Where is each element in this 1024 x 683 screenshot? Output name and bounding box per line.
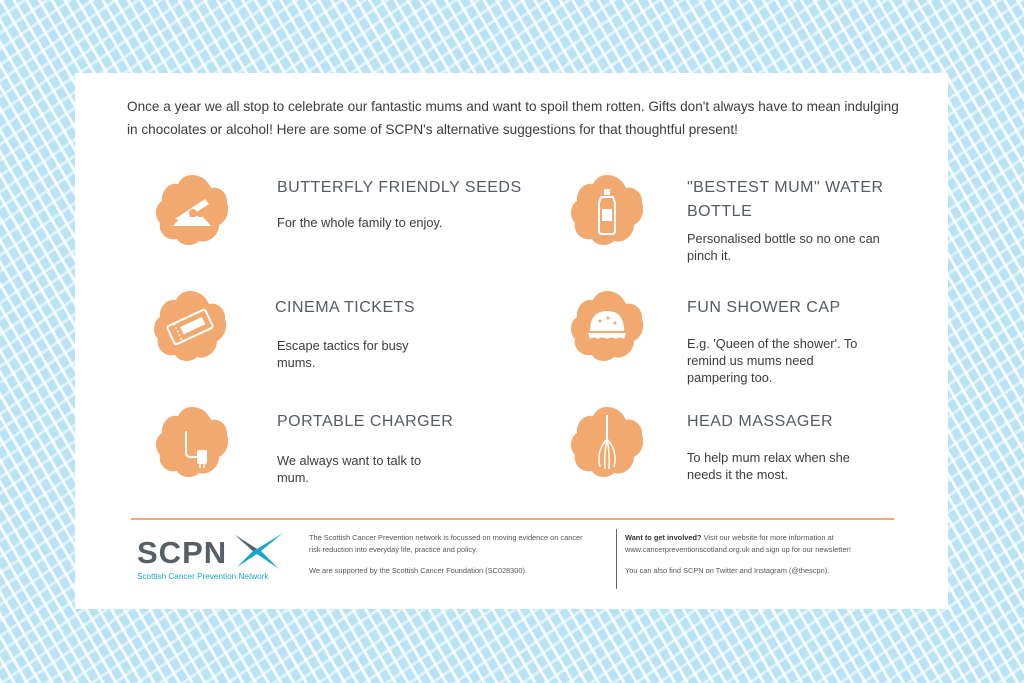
head-massager-icon xyxy=(568,403,646,481)
saltire-icon xyxy=(233,531,285,571)
logo-text: SCPN xyxy=(137,535,228,570)
footer-support: We are supported by the Scottish Cancer Foundation (SC028300). xyxy=(309,566,528,575)
item-desc-charger: We always want to talk to mum. xyxy=(277,453,422,485)
intro-text: Once a year we all stop to celebrate our fantastic mums and want to spoil them rotten. Gifts don't always have to mean indulging in chocolates or alcohol! Here are some of SCPN's alternative suggestions for that thoughtful present! xyxy=(127,99,899,137)
footer-social: You can also find SCPN on Twitter and Instagram (@thescpn). xyxy=(625,566,830,575)
content-card xyxy=(75,73,948,609)
footer-about: The Scottish Cancer Prevention network is focussed on moving evidence on cancer risk reduction into everyday life, practice and policy. xyxy=(309,533,583,554)
item-title-shower-cap: FUN SHOWER CAP xyxy=(687,299,841,316)
footer-about-block xyxy=(309,532,584,577)
item-desc-shower-cap: E.g. 'Queen of the shower'. To remind us mums need pampering too. xyxy=(687,336,858,385)
footer-involved-heading: Want to get involved? xyxy=(625,533,702,542)
item-title-seeds: BUTTERFLY FRIENDLY SEEDS xyxy=(277,179,522,196)
item-title-bottle: "BESTEST MUM" WATER BOTTLE xyxy=(687,179,884,220)
item-desc-head-massager: To help mum relax when she needs it the most. xyxy=(687,450,850,482)
charger-plug-icon xyxy=(153,403,231,481)
footer-involved-block xyxy=(625,532,925,577)
scpn-logo xyxy=(137,535,287,585)
footer-involved-text[interactable]: Visit our website for more information at www.cancerpreventionscotland.org.uk and sign up for our newsletter! xyxy=(625,533,851,554)
footer-divider xyxy=(131,518,894,520)
item-title-cinema: CINEMA TICKETS xyxy=(275,299,416,316)
footer-separator xyxy=(616,529,617,589)
item-desc-cinema: Escape tactics for busy mums. xyxy=(277,338,409,370)
hand-seeds-icon xyxy=(153,171,231,249)
cinema-ticket-icon xyxy=(151,287,229,365)
logo-subtitle: Scottish Cancer Prevention Network xyxy=(137,572,269,581)
footer-involved xyxy=(625,532,925,556)
item-desc-bottle: Personalised bottle so no one can pinch it. xyxy=(687,231,880,263)
water-bottle-icon xyxy=(568,171,646,249)
item-title-head-massager: HEAD MASSAGER xyxy=(687,413,834,430)
shower-cap-icon xyxy=(568,287,646,365)
item-desc-seeds: For the whole family to enjoy. xyxy=(277,215,443,230)
item-title-charger: PORTABLE CHARGER xyxy=(277,413,454,430)
